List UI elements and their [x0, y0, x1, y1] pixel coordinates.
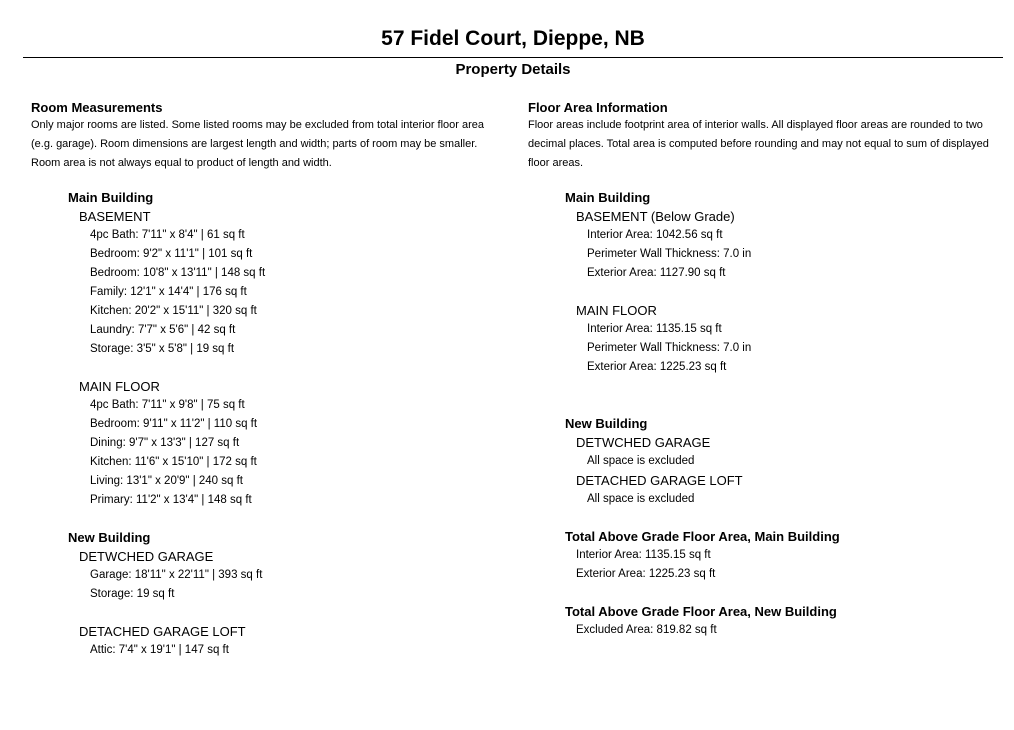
excluded-note: All space is excluded: [587, 455, 695, 467]
room-measurements-heading: Room Measurements: [31, 100, 163, 115]
room-item: Family: 12'1" x 14'4" | 176 sq ft: [90, 286, 247, 298]
basement-label: BASEMENT: [79, 209, 151, 224]
new-building-heading: New Building: [565, 416, 648, 431]
room-item: Primary: 11'2" x 13'4" | 148 sq ft: [90, 494, 252, 506]
area-line: Interior Area: 1042.56 sq ft: [587, 229, 723, 241]
room-item: Kitchen: 20'2" x 15'11" | 320 sq ft: [90, 305, 257, 317]
room-measurements-description: Only major rooms are listed. Some listed rooms may be excluded from total interior floor area (e.g. garage). Room dimensions are largest length and width; parts of room may be smaller. Room area is not always equal to product of length and width.: [31, 119, 485, 169]
area-line: Interior Area: 1135.15 sq ft: [587, 323, 722, 335]
room-item: Bedroom: 9'11" x 11'2" | 110 sq ft: [90, 418, 258, 430]
room-item: Dining: 9'7" x 13'3" | 127 sq ft: [90, 437, 240, 449]
basement-label: BASEMENT (Below Grade): [576, 209, 735, 224]
floor-area-description: Floor areas include footprint area of interior walls. All displayed floor areas are rounded to two decimal places. Total area is computed before rounding and may not equal to sum of displayed floor areas.: [528, 119, 989, 169]
room-item: Laundry: 7'7" x 5'6" | 42 sq ft: [90, 324, 236, 336]
room-item: Garage: 18'11" x 22'11" | 393 sq ft: [90, 569, 263, 581]
area-line: Perimeter Wall Thickness: 7.0 in: [587, 342, 752, 354]
floor-area-section: [528, 100, 1010, 640]
garage-loft-label: DETACHED GARAGE LOFT: [79, 624, 246, 639]
excluded-note: All space is excluded: [587, 493, 695, 505]
area-line: Perimeter Wall Thickness: 7.0 in: [587, 248, 752, 260]
floor-area-heading: Floor Area Information: [528, 100, 668, 115]
area-line: Exterior Area: 1127.90 sq ft: [587, 267, 726, 279]
total-line: Interior Area: 1135.15 sq ft: [576, 549, 711, 561]
room-item: Storage: 3'5" x 5'8" | 19 sq ft: [90, 343, 235, 355]
room-item: Storage: 19 sq ft: [90, 588, 175, 600]
main-floor-label: MAIN FLOOR: [576, 303, 657, 318]
main-floor-label: MAIN FLOOR: [79, 379, 160, 394]
garage-label: DETWCHED GARAGE: [576, 435, 711, 450]
total-new-building-heading: Total Above Grade Floor Area, New Building: [565, 604, 837, 619]
room-item: Attic: 7'4" x 19'1" | 147 sq ft: [90, 644, 229, 656]
area-line: Exterior Area: 1225.23 sq ft: [587, 361, 727, 373]
room-measurements-section: [31, 100, 501, 660]
total-line: Exterior Area: 1225.23 sq ft: [576, 568, 716, 580]
room-item: Bedroom: 10'8" x 13'11" | 148 sq ft: [90, 267, 266, 279]
page-subtitle: Property Details: [455, 61, 571, 78]
room-item: 4pc Bath: 7'11" x 9'8" | 75 sq ft: [90, 399, 245, 411]
main-building-heading: Main Building: [68, 190, 154, 205]
page-title: 57 Fidel Court, Dieppe, NB: [381, 27, 645, 50]
title-divider: [23, 57, 1003, 58]
main-building-heading: Main Building: [565, 190, 651, 205]
total-main-building-heading: Total Above Grade Floor Area, Main Building: [565, 529, 840, 544]
room-item: 4pc Bath: 7'11" x 8'4" | 61 sq ft: [90, 229, 245, 241]
new-building-heading: New Building: [68, 530, 151, 545]
garage-loft-label: DETACHED GARAGE LOFT: [576, 473, 743, 488]
room-item: Living: 13'1" x 20'9" | 240 sq ft: [90, 475, 243, 487]
room-item: Kitchen: 11'6" x 15'10" | 172 sq ft: [90, 456, 257, 468]
garage-label: DETWCHED GARAGE: [79, 549, 214, 564]
total-line: Excluded Area: 819.82 sq ft: [576, 624, 717, 636]
room-item: Bedroom: 9'2" x 11'1" | 101 sq ft: [90, 248, 253, 260]
